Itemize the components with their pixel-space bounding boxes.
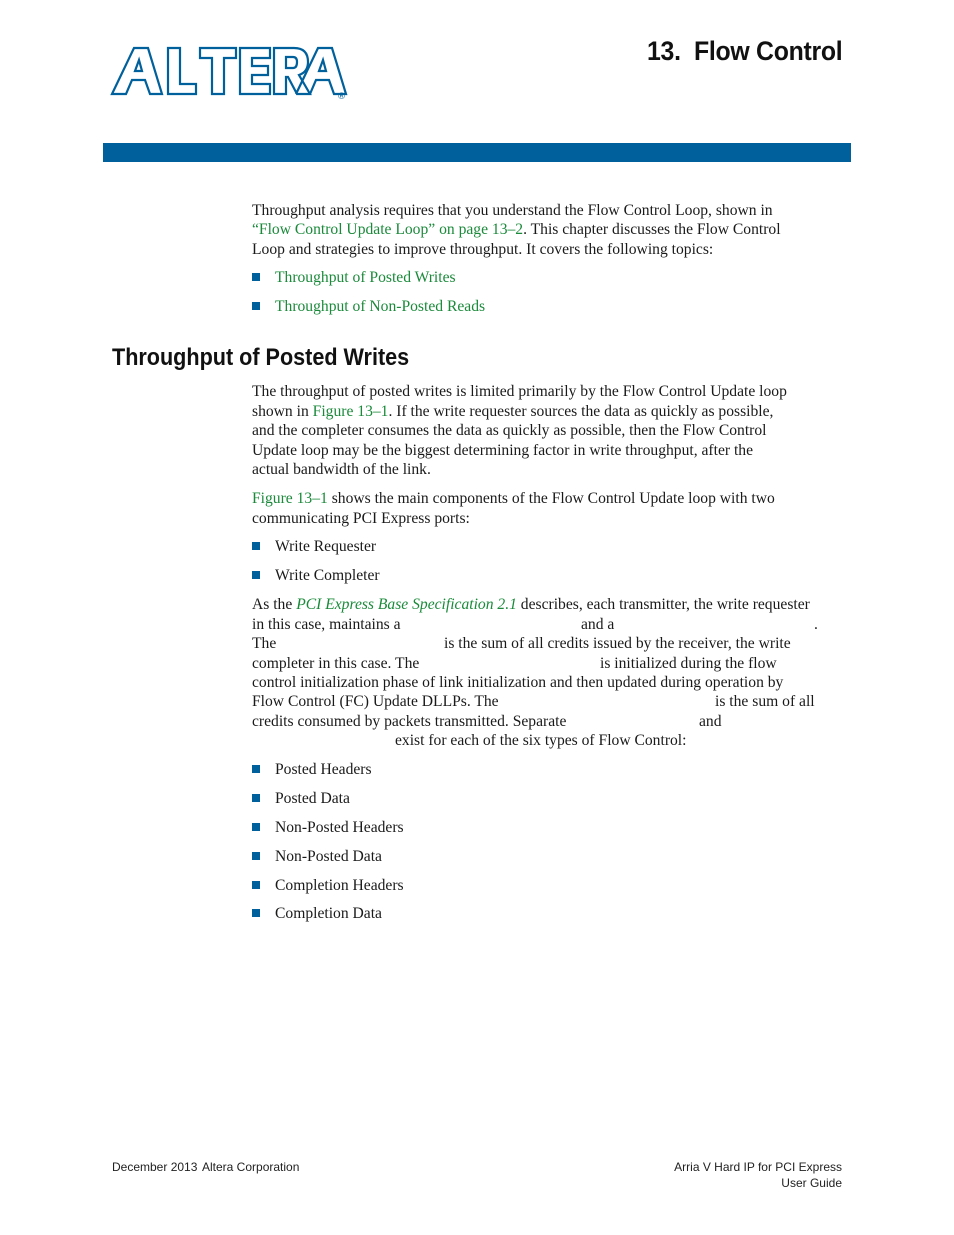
list-item: Posted Headers (252, 760, 372, 780)
p3-line-5: control initialization phase of link initialization and then updated during operation by (252, 674, 784, 691)
list-item (252, 268, 456, 288)
p1-line-3: and the completer consumes the data as quickly as possible, then the Flow Control (252, 422, 767, 439)
intro-line-2: “Flow Control Update Loop” on page 13–2. This chapter discusses the Flow Control (252, 221, 781, 238)
p3-line-6b: is the sum of all (715, 693, 815, 710)
p1-line-2: shown in Figure 13–1. If the write requester sources the data as quickly as possible, (252, 403, 774, 420)
list-item (252, 297, 485, 317)
intro-line-1: Throughput analysis requires that you understand the Flow Control Loop, shown in (252, 202, 773, 219)
p3-line-1: As the PCI Express Base Specification 2.1 describes, each transmitter, the write requester (252, 596, 810, 613)
chapter-title: 13. Flow Control (646, 36, 842, 66)
list-item: Completion Headers (252, 876, 404, 896)
footer-product: Arria V Hard IP for PCI Express (674, 1160, 842, 1174)
p3-line-4b: is initialized during the flow (600, 655, 777, 672)
list-item: Posted Data (252, 789, 350, 809)
svg-text:®: ® (337, 92, 346, 100)
p3-line-3b: is the sum of all credits issued by the receiver, the write (444, 635, 791, 652)
p1-line-5: actual bandwidth of the link. (252, 461, 431, 478)
p3-line-4: completer in this case. The (252, 655, 420, 672)
section-heading: Throughput of Posted Writes (112, 344, 410, 371)
p3-line-6: Flow Control (FC) Update DLLPs. The (252, 693, 499, 710)
p3-line-8: exist for each of the six types of Flow Control: (395, 732, 687, 749)
p3-line-2c: . (814, 616, 818, 633)
list-item: Write Completer (252, 566, 380, 586)
figure-13-1-link[interactable]: Figure 13–1 (252, 490, 328, 507)
footer-date: December 2013 (112, 1160, 198, 1174)
bullet-square-icon (252, 881, 260, 889)
bullet-square-icon (252, 794, 260, 802)
p1-line-4: Update loop may be the biggest determining factor in write throughput, after the (252, 442, 754, 459)
header-rule (103, 143, 851, 162)
list-item: Non-Posted Data (252, 847, 382, 867)
p3-line-2b: and a (581, 616, 615, 633)
intro-line-3: Loop and strategies to improve throughput. It covers the following topics: (252, 241, 714, 258)
footer-doc: User Guide (781, 1176, 842, 1190)
footer-company: Altera Corporation (202, 1160, 300, 1174)
p3-line-3: The (252, 635, 277, 652)
flow-control-loop-link[interactable]: “Flow Control Update Loop” on page 13–2 (252, 221, 524, 238)
bullet-square-icon (252, 542, 260, 550)
bullet-square-icon (252, 823, 260, 831)
bullet-square-icon (252, 852, 260, 860)
figure-13-1-link[interactable]: Figure 13–1 (312, 403, 389, 420)
bullet-square-icon (252, 909, 260, 917)
bullet-square-icon (252, 765, 260, 773)
topic-link-non-posted-reads[interactable]: Throughput of Non-Posted Reads (275, 298, 486, 315)
bullet-square-icon (252, 273, 260, 281)
bullet-square-icon (252, 302, 260, 310)
p3-line-7: credits consumed by packets transmitted. Separate (252, 713, 567, 730)
p3-line-2: in this case, maintains a (252, 616, 401, 633)
p2-line-2: communicating PCI Express ports: (252, 510, 470, 527)
bullet-square-icon (252, 571, 260, 579)
p2-line-1: Figure 13–1 shows the main components of the Flow Control Update loop with two (252, 490, 775, 507)
topic-link-posted-writes[interactable]: Throughput of Posted Writes (275, 269, 456, 286)
list-item: Write Requester (252, 537, 376, 557)
list-item: Non-Posted Headers (252, 818, 404, 838)
pci-spec-link[interactable]: PCI Express Base Specification 2.1 (296, 596, 517, 613)
altera-logo (110, 44, 350, 100)
p3-line-7b: and (699, 713, 722, 730)
list-item: Completion Data (252, 904, 382, 924)
p1-line-1: The throughput of posted writes is limited primarily by the Flow Control Update loop (252, 383, 787, 400)
